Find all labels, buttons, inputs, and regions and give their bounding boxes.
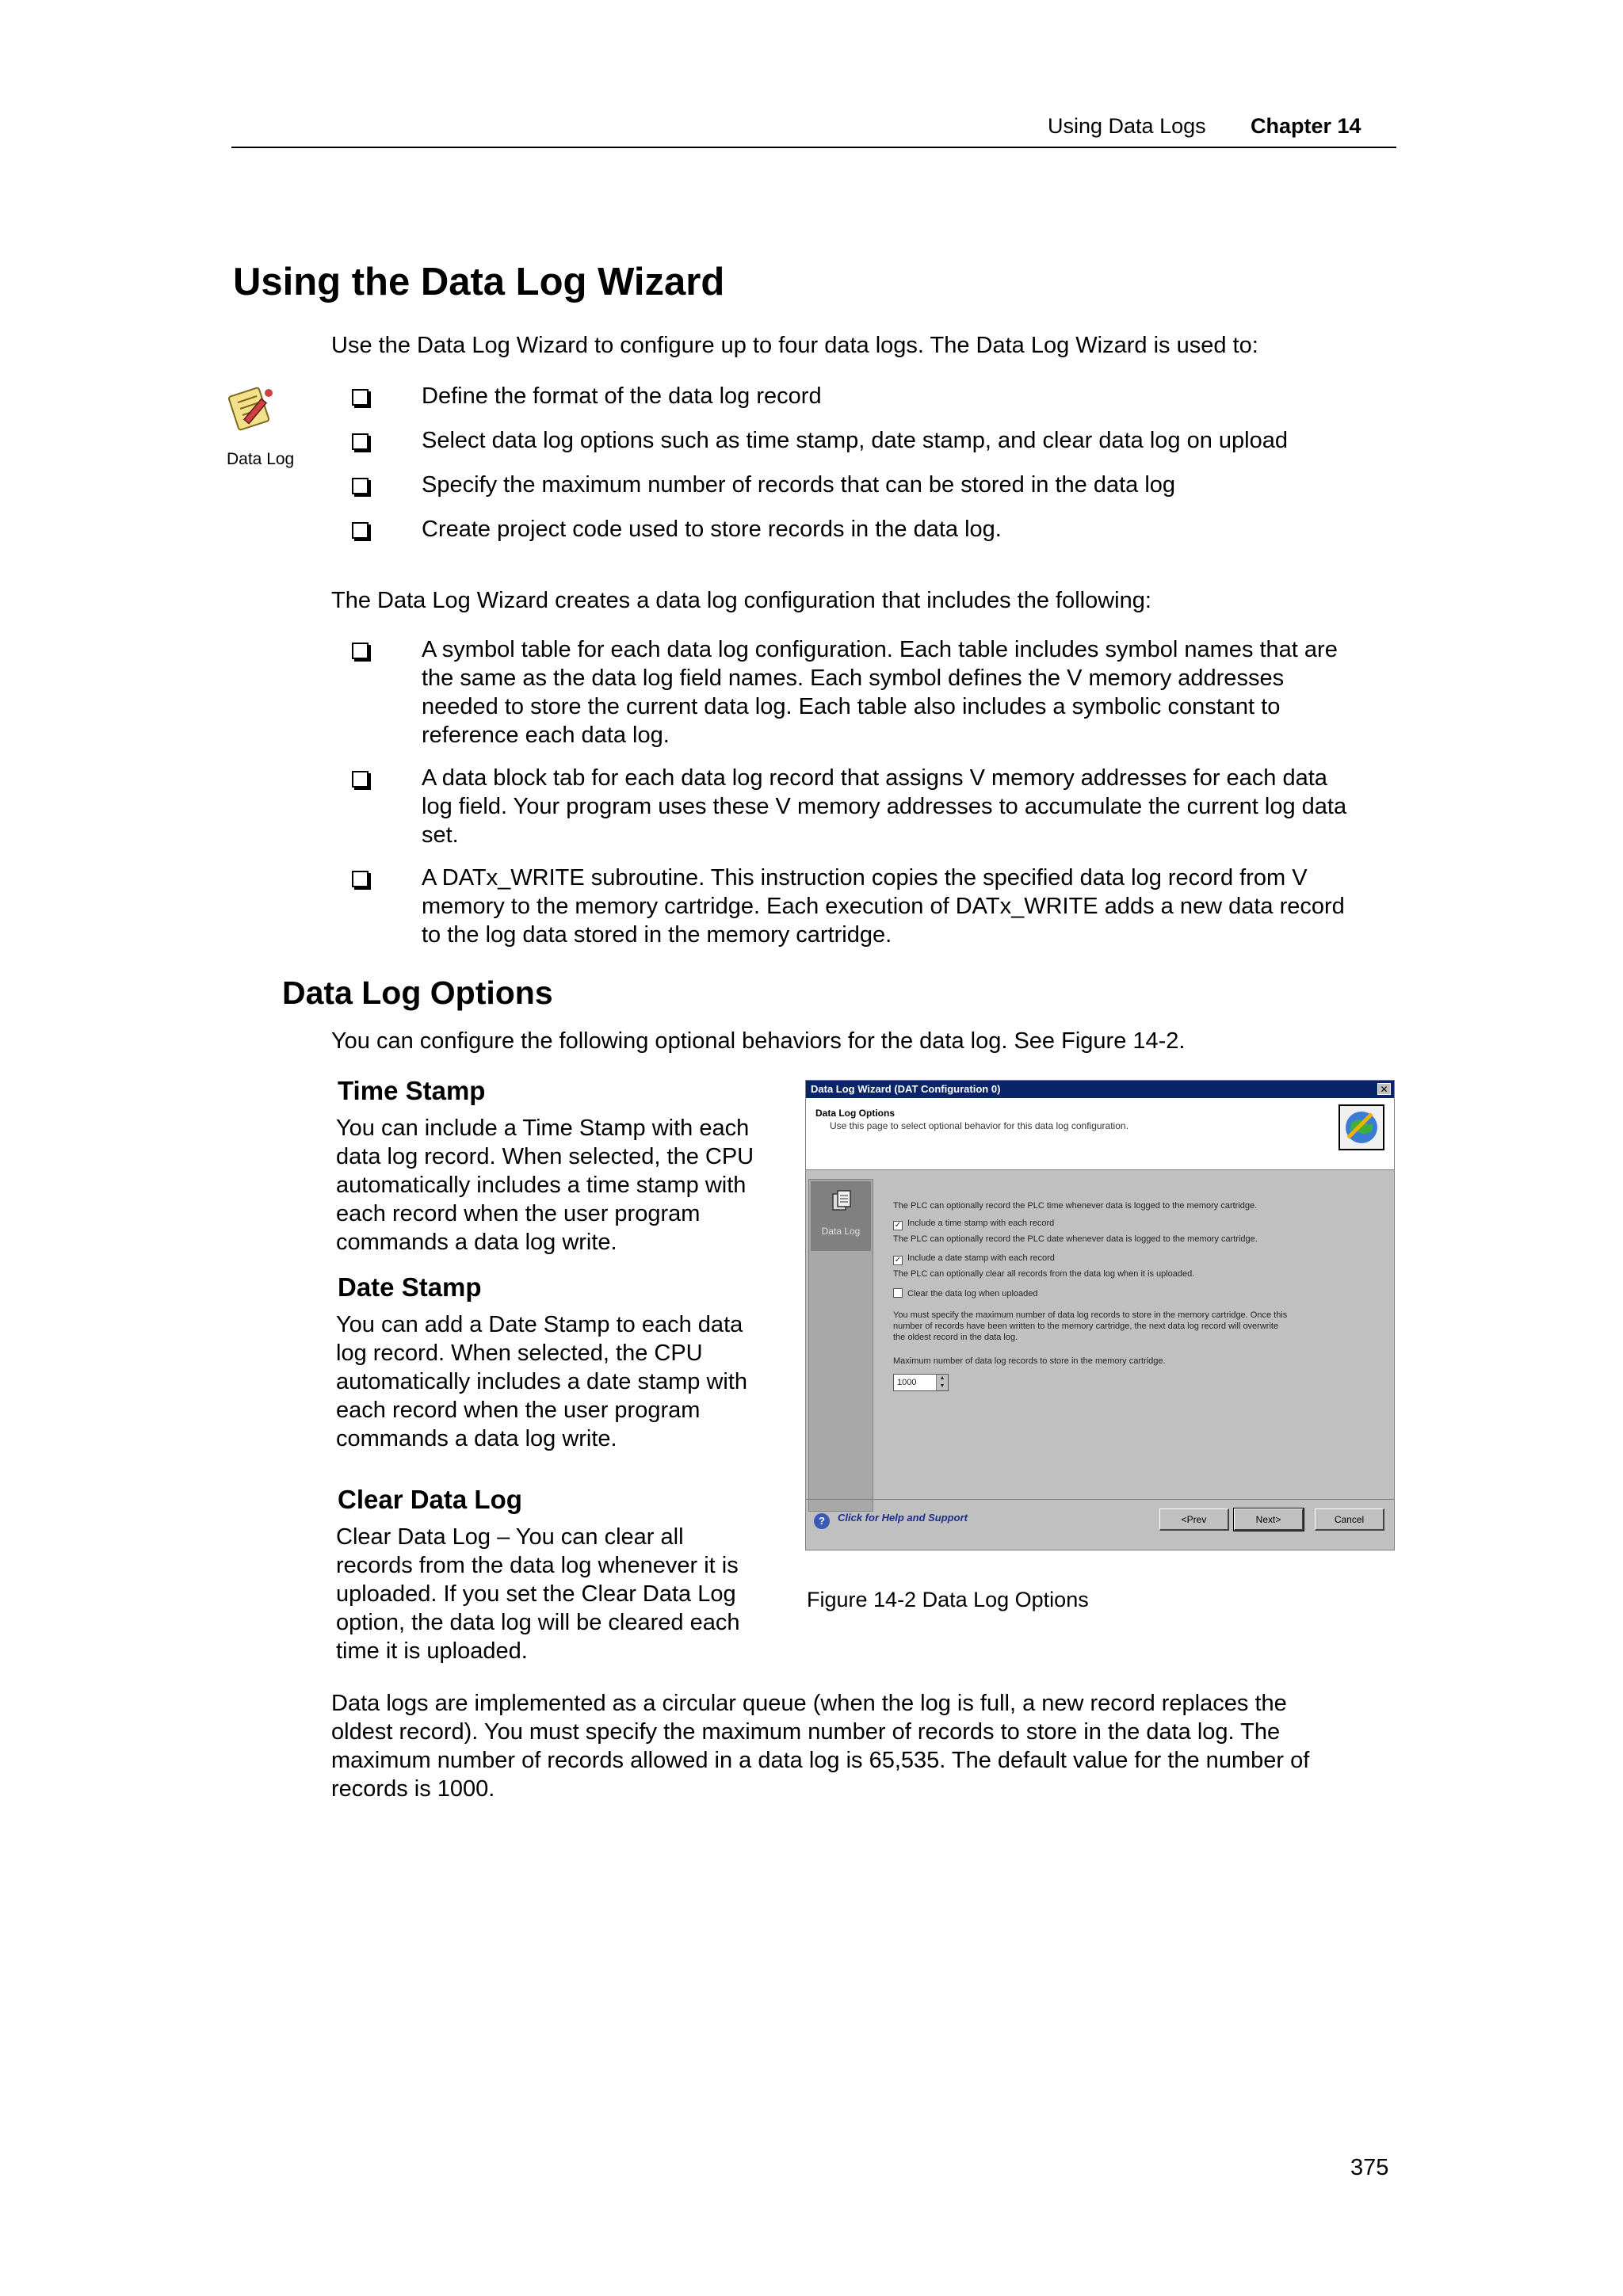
notepad-pencil-icon <box>225 382 281 433</box>
checkbox-bullet-icon <box>352 771 369 788</box>
page-number: 375 <box>1350 2155 1389 2180</box>
closing-paragraph: Data logs are implemented as a circular queue (when the log is full, a new record replaces the oldest record). You must specify the maximum number of records to store in the data log. The maximum number of records allowed in a data log is 65,535. The default value for the number of records is 1000. <box>331 1691 1310 1802</box>
max-records-label: Maximum number of data log records to store in the memory cartridge. <box>893 1356 1166 1366</box>
checkbox-bullet-icon <box>352 478 369 494</box>
date-description: The PLC can optionally record the PLC date whenever data is logged to the memory cartridge. <box>893 1234 1258 1244</box>
dialog-body <box>877 1179 1392 1512</box>
max-description-line: number of records have been written to the memory cartridge, the next data log record will overwrite <box>893 1322 1279 1331</box>
figure-caption: Figure 14-2 Data Log Options <box>807 1588 1089 1611</box>
nav-item-data-log[interactable] <box>811 1181 871 1251</box>
list-item: A data block tab for each data log record that assigns V memory addresses for each data log field. Your program uses these V memory addresses to accumulate the current log data set. <box>352 764 1406 849</box>
options-heading: Data Log Options <box>282 974 553 1011</box>
list-item: A symbol table for each data log configuration. Each table includes symbol names that are the same as the data log field names. Each symbol defines the V memory addresses needed to store the current data log. Each table also includes a symbolic constant to reference each data log. <box>352 635 1406 749</box>
time-description: The PLC can optionally record the PLC time whenever data is logged to the memory cartridge. <box>893 1201 1258 1211</box>
date-stamp-text: You can add a Date Stamp to each data log record. When selected, the CPU automatically includes a date stamp with each record when the user program commands a data log write. <box>336 1312 748 1451</box>
clear-log-checkbox[interactable]: Clear the data log when uploaded <box>893 1288 1038 1299</box>
checkbox-checked[interactable]: ✓ <box>894 1256 902 1264</box>
options-intro: You can configure the following optional behaviors for the data log. See Figure 14-2. <box>331 1028 1186 1054</box>
checkbox-bullet-icon <box>352 871 369 887</box>
list-item: Specify the maximum number of records that can be stored in the data log <box>352 471 1398 499</box>
time-stamp-checkbox[interactable]: ✓ Include a time stamp with each record <box>894 1219 1055 1230</box>
wizard-uses-list <box>352 382 1398 543</box>
close-icon[interactable]: ✕ <box>1377 1083 1391 1095</box>
time-stamp-text: You can include a Time Stamp with each data log record. When selected, the CPU automatically includes a time stamp with each record when the user program commands a data log write. <box>336 1116 754 1255</box>
intro-paragraph: Use the Data Log Wizard to configure up to four data logs. The Data Log Wizard is used to: <box>331 333 1258 358</box>
dialog-footer-divider <box>806 1499 1394 1500</box>
clear-description: The PLC can optionally clear all records from the data log when it is uploaded. <box>893 1269 1195 1279</box>
config-intro-paragraph: The Data Log Wizard creates a data log configuration that includes the following: <box>331 588 1151 613</box>
config-items-list <box>352 635 1406 949</box>
help-link[interactable]: ? Click for Help and Support <box>814 1512 968 1529</box>
time-stamp-heading: Time Stamp <box>338 1076 486 1105</box>
margin-icon-label: Data Log <box>227 450 295 468</box>
data-log-icon <box>831 1189 852 1213</box>
cancel-button[interactable]: Cancel <box>1315 1508 1384 1531</box>
list-item: Select data log options such as time stamp, date stamp, and clear data log on upload <box>352 426 1398 455</box>
checkbox-bullet-icon <box>352 522 369 539</box>
max-records-stepper[interactable]: 1000 ▲ ▼ <box>893 1374 949 1391</box>
checkbox-bullet-icon <box>352 433 369 450</box>
clear-log-heading: Clear Data Log <box>338 1485 522 1514</box>
date-stamp-heading: Date Stamp <box>338 1272 482 1302</box>
dialog-page-title: Data Log Options <box>815 1108 895 1119</box>
next-button[interactable]: Next> <box>1234 1508 1304 1531</box>
max-description-line: You must specify the maximum number of data log records to store in the memory cartridge. Once this <box>893 1310 1288 1320</box>
date-stamp-checkbox[interactable]: ✓ Include a date stamp with each record <box>894 1253 1055 1264</box>
help-icon: ? <box>814 1513 830 1529</box>
spin-arrows-icon[interactable]: ▲ ▼ <box>936 1375 948 1390</box>
dialog-page-subtitle: Use this page to select optional behavior for this data log configuration. <box>830 1120 1128 1131</box>
checkbox-checked[interactable]: ✓ <box>894 1221 902 1230</box>
header-rule <box>231 147 1396 148</box>
data-log-wizard-dialog <box>805 1080 1395 1550</box>
list-item: A DATx_WRITE subroutine. This instruction copies the specified data log record from V memory to the memory cartridge. Each execution of DATx_WRITE adds a new data record to the log data stored in the memory cartridge. <box>352 864 1406 949</box>
nav-item-label: Data Log <box>821 1226 861 1237</box>
list-item: Create project code used to store records in the data log. <box>352 515 1398 543</box>
dialog-title-bar <box>806 1081 1394 1098</box>
checkbox-bullet-icon <box>352 643 369 659</box>
clear-log-text: Clear Data Log – You can clear all records from the data log whenever it is uploaded. If you set the Clear Data Log option, the data log will be cleared each time it is uploaded. <box>336 1524 740 1664</box>
max-description-line: the oldest record in the data log. <box>893 1333 1018 1342</box>
checkbox-unchecked[interactable] <box>893 1288 903 1298</box>
dialog-nav-panel <box>808 1179 873 1512</box>
section-title: Using the Data Log Wizard <box>233 261 725 303</box>
checkbox-bullet-icon <box>352 389 369 406</box>
dialog-title: Data Log Wizard (DAT Configuration 0) <box>811 1083 1001 1095</box>
dialog-header <box>806 1098 1394 1170</box>
running-header-section: Using Data Logs <box>1048 114 1206 138</box>
prev-button[interactable]: <Prev <box>1159 1508 1229 1531</box>
running-header-chapter: Chapter 14 <box>1251 114 1361 138</box>
wizard-logo-icon <box>1338 1104 1384 1150</box>
list-item: Define the format of the data log record <box>352 382 1398 410</box>
